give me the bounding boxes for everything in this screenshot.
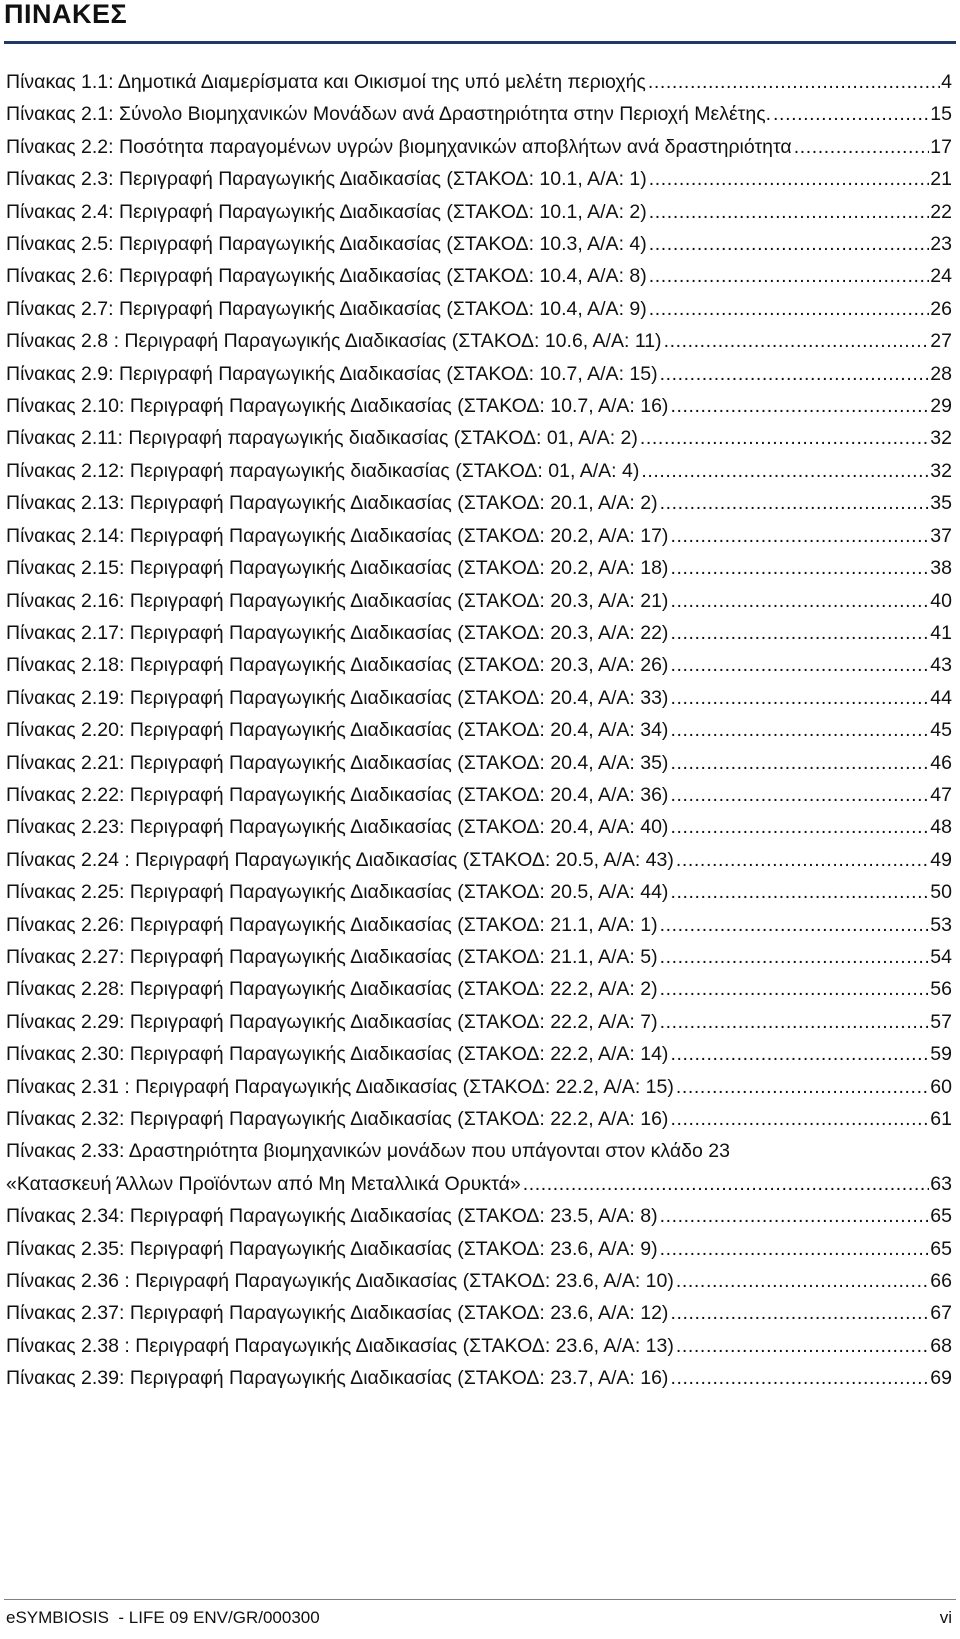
toc-page-number: 27 [930, 330, 952, 353]
toc-page-number: 65 [930, 1205, 952, 1228]
toc-entry-text: Πίνακας 2.3: Περιγραφή Παραγωγικής Διαδικασίας (ΣΤΑΚΟΔ: 10.1, Α/Α: 1) [6, 168, 647, 191]
dot-leader [676, 844, 929, 876]
toc-entry-text: Πίνακας 2.34: Περιγραφή Παραγωγικής Διαδικασίας (ΣΤΑΚΟΔ: 23.5, Α/Α: 8) [6, 1205, 658, 1228]
dot-leader [649, 228, 930, 260]
toc-entry[interactable] [6, 98, 952, 130]
toc-page-number: 44 [930, 686, 952, 709]
dot-leader [670, 1297, 929, 1329]
toc-entry-text: Πίνακας 2.6: Περιγραφή Παραγωγικής Διαδικασίας (ΣΤΑΚΟΔ: 10.4, Α/Α: 8) [6, 265, 647, 288]
toc-page-number: 41 [930, 621, 952, 644]
toc-entry[interactable] [6, 131, 952, 163]
toc-entry-text: Πίνακας 2.25: Περιγραφή Παραγωγικής Διαδικασίας (ΣΤΑΚΟΔ: 20.5, Α/Α: 44) [6, 881, 669, 904]
toc-page-number: 57 [930, 1010, 952, 1033]
toc-entry[interactable] [6, 260, 952, 292]
toc-entry[interactable] [6, 455, 952, 487]
toc-entry-line [6, 844, 952, 876]
toc-entry-text: Πίνακας 2.18: Περιγραφή Παραγωγικής Διαδικασίας (ΣΤΑΚΟΔ: 20.3, Α/Α: 26) [6, 654, 669, 677]
dot-leader [670, 552, 929, 584]
toc-entry-text: Πίνακας 2.16: Περιγραφή Παραγωγικής Διαδικασίας (ΣΤΑΚΟΔ: 20.3, Α/Α: 21) [6, 589, 669, 612]
toc-entry-text: Πίνακας 2.23: Περιγραφή Παραγωγικής Διαδικασίας (ΣΤΑΚΟΔ: 20.4, Α/Α: 40) [6, 816, 669, 839]
toc-entry[interactable] [6, 390, 952, 422]
toc-entry-line [6, 1103, 952, 1135]
toc-page-number: 65 [930, 1237, 952, 1260]
dot-leader [660, 1233, 930, 1265]
dot-leader [641, 455, 929, 487]
dot-leader [670, 747, 929, 779]
toc-page-number: 54 [930, 945, 952, 968]
toc-entry-line [6, 1233, 952, 1265]
toc-entry-text: Πίνακας 2.15: Περιγραφή Παραγωγικής Διαδικασίας (ΣΤΑΚΟΔ: 20.2, Α/Α: 18) [6, 557, 669, 580]
toc-entry-text: Πίνακας 2.10: Περιγραφή Παραγωγικής Διαδικασίας (ΣΤΑΚΟΔ: 10.7, Α/Α: 16) [6, 395, 669, 418]
toc-entry-text: Πίνακας 2.29: Περιγραφή Παραγωγικής Διαδικασίας (ΣΤΑΚΟΔ: 22.2, Α/Α: 7) [6, 1010, 658, 1033]
toc-entry[interactable] [6, 358, 952, 390]
toc-entry-line [6, 1200, 952, 1232]
dot-leader [660, 1006, 930, 1038]
toc-entry[interactable] [6, 1071, 952, 1103]
toc-entry-text: Πίνακας 2.32: Περιγραφή Παραγωγικής Διαδικασίας (ΣΤΑΚΟΔ: 22.2, Α/Α: 16) [6, 1108, 669, 1130]
toc-entry[interactable] [6, 844, 952, 876]
toc-entry[interactable] [6, 1006, 952, 1038]
dot-leader [660, 358, 930, 390]
toc-entry-line [6, 1071, 952, 1103]
toc-entry-text: Πίνακας 2.8 : Περιγραφή Παραγωγικής Διαδικασίας (ΣΤΑΚΟΔ: 10.6, Α/Α: 11) [6, 330, 662, 353]
toc-entry[interactable] [6, 1297, 952, 1329]
footer-page-number: vi [939, 1608, 952, 1627]
toc-page-number: 35 [930, 492, 952, 515]
toc-entry[interactable] [6, 196, 952, 228]
dot-leader [676, 1265, 929, 1297]
dot-leader [676, 1330, 929, 1362]
toc-entry-line [6, 390, 952, 422]
toc-entry-line [6, 455, 952, 487]
toc-entry-text: Πίνακας 2.13: Περιγραφή Παραγωγικής Διαδικασίας (ΣΤΑΚΟΔ: 20.1, Α/Α: 2) [6, 492, 658, 515]
toc-page-number: 32 [930, 459, 952, 482]
footer-divider [4, 1599, 956, 1600]
toc-entry[interactable] [6, 1103, 952, 1135]
toc-page-number: 46 [930, 751, 952, 774]
toc-page-number: 61 [930, 1108, 952, 1130]
toc-page-number: 63 [930, 1172, 952, 1195]
toc-entry[interactable] [6, 1135, 952, 1200]
toc-page-number: 48 [930, 816, 952, 839]
toc-entry-line [6, 196, 952, 228]
toc-page-number: 47 [930, 783, 952, 806]
toc-entry-text: Πίνακας 2.4: Περιγραφή Παραγωγικής Διαδικασίας (ΣΤΑΚΟΔ: 10.1, Α/Α: 2) [6, 200, 647, 223]
toc-entry-line [6, 1168, 952, 1200]
dot-leader [670, 520, 929, 552]
toc-entry-line [6, 1038, 952, 1070]
dot-leader [794, 131, 930, 163]
toc-entry-text: Πίνακας 2.36 : Περιγραφή Παραγωγικής Διαδικασίας (ΣΤΑΚΟΔ: 23.6, Α/Α: 10) [6, 1270, 674, 1293]
toc-entry-text: Πίνακας 2.38 : Περιγραφή Παραγωγικής Διαδικασίας (ΣΤΑΚΟΔ: 23.6, Α/Α: 13) [6, 1334, 674, 1357]
toc-entry-text: Πίνακας 2.2: Ποσότητα παραγομένων υγρών βιομηχανικών αποβλήτων ανά δραστηριότητα [6, 135, 792, 158]
toc-page-number: 38 [930, 557, 952, 580]
toc-entry-text: Πίνακας 2.9: Περιγραφή Παραγωγικής Διαδικασίας (ΣΤΑΚΟΔ: 10.7, Α/Α: 15) [6, 362, 658, 385]
toc-entry-text: Πίνακας 2.14: Περιγραφή Παραγωγικής Διαδικασίας (ΣΤΑΚΟΔ: 20.2, Α/Α: 17) [6, 524, 669, 547]
toc-entry-line [6, 163, 952, 195]
table-of-tables [6, 66, 952, 1395]
dot-leader [670, 649, 929, 681]
toc-entry-text: Πίνακας 2.1: Σύνολο Βιομηχανικών Μονάδων ανά Δραστηριότητα στην Περιοχή Μελέτης. [6, 103, 772, 126]
dot-leader [670, 1103, 929, 1135]
toc-entry-text: Πίνακας 2.24 : Περιγραφή Παραγωγικής Διαδικασίας (ΣΤΑΚΟΔ: 20.5, Α/Α: 43) [6, 848, 674, 871]
dot-leader [670, 714, 929, 746]
toc-entry-line [6, 811, 952, 843]
toc-entry[interactable] [6, 1038, 952, 1070]
toc-entry[interactable] [6, 876, 952, 908]
toc-entry-text: Πίνακας 2.21: Περιγραφή Παραγωγικής Διαδικασίας (ΣΤΑΚΟΔ: 20.4, Α/Α: 35) [6, 751, 669, 774]
toc-entry[interactable] [6, 649, 952, 681]
toc-entry-line [6, 941, 952, 973]
toc-entry[interactable] [6, 585, 952, 617]
toc-page-number: 22 [930, 200, 952, 223]
toc-entry-line [6, 520, 952, 552]
dot-leader [773, 98, 929, 130]
toc-entry-line [6, 747, 952, 779]
toc-page-number: 37 [930, 524, 952, 547]
dot-leader [660, 973, 930, 1005]
toc-entry[interactable] [6, 909, 952, 941]
toc-entry-line [6, 973, 952, 1005]
dot-leader [670, 682, 929, 714]
toc-entry-text: Πίνακας 2.33: Δραστηριότητα βιομηχανικών μονάδων που υπάγονται στον κλάδο 23 [6, 1140, 730, 1163]
toc-entry-text: Πίνακας 1.1: Δημοτικά Διαμερίσματα και Οικισμοί της υπό μελέτη περιοχής [6, 71, 646, 93]
toc-entry[interactable] [6, 487, 952, 519]
toc-entry[interactable] [6, 617, 952, 649]
toc-entry-text: Πίνακας 2.5: Περιγραφή Παραγωγικής Διαδικασίας (ΣΤΑΚΟΔ: 10.3, Α/Α: 4) [6, 233, 647, 256]
toc-entry-line [6, 131, 952, 163]
toc-entry-line [6, 228, 952, 260]
toc-page-number: 40 [930, 589, 952, 612]
toc-page-number: 24 [930, 265, 952, 288]
dot-leader [670, 585, 929, 617]
toc-entry-text: Πίνακας 2.27: Περιγραφή Παραγωγικής Διαδικασίας (ΣΤΑΚΟΔ: 21.1, Α/Α: 5) [6, 945, 658, 968]
toc-entry-text: Πίνακας 2.19: Περιγραφή Παραγωγικής Διαδικασίας (ΣΤΑΚΟΔ: 20.4, Α/Α: 33) [6, 686, 669, 709]
toc-entry-line [6, 1006, 952, 1038]
dot-leader [660, 909, 930, 941]
toc-entry-line [6, 358, 952, 390]
toc-page-number: 66 [930, 1270, 952, 1293]
toc-entry-line [6, 325, 952, 357]
toc-page-number: 67 [930, 1302, 952, 1325]
toc-entry-text: Πίνακας 2.39: Περιγραφή Παραγωγικής Διαδικασίας (ΣΤΑΚΟΔ: 23.7, Α/Α: 16) [6, 1367, 669, 1390]
dot-leader [664, 325, 930, 357]
toc-entry[interactable] [6, 228, 952, 260]
toc-page-number: 26 [930, 297, 952, 320]
toc-entry-line [6, 487, 952, 519]
dot-leader [670, 1362, 929, 1394]
toc-entry[interactable] [6, 1362, 952, 1394]
toc-page-number: 50 [930, 881, 952, 904]
toc-entry-line [6, 260, 952, 292]
toc-entry[interactable] [6, 714, 952, 746]
toc-entry-text-continued: «Κατασκευή Άλλων Προϊόντων από Μη Μεταλλικά Ορυκτά» [6, 1172, 521, 1195]
dot-leader [649, 260, 930, 292]
toc-entry-line [6, 779, 952, 811]
toc-entry-line [6, 1330, 952, 1362]
toc-entry-line [6, 649, 952, 681]
dot-leader [660, 941, 930, 973]
toc-entry-line [6, 585, 952, 617]
page-title: ΠΙΝΑΚΕΣ [4, 0, 128, 29]
toc-entry[interactable] [6, 552, 952, 584]
toc-entry[interactable] [6, 811, 952, 843]
toc-page-number: 68 [930, 1334, 952, 1357]
toc-page-number: 56 [930, 978, 952, 1001]
toc-entry[interactable] [6, 163, 952, 195]
toc-page-number: 21 [930, 168, 952, 191]
toc-entry-text: Πίνακας 2.26: Περιγραφή Παραγωγικής Διαδικασίας (ΣΤΑΚΟΔ: 21.1, Α/Α: 1) [6, 913, 658, 936]
toc-entry-line [6, 1297, 952, 1329]
toc-entry-text: Πίνακας 2.30: Περιγραφή Παραγωγικής Διαδικασίας (ΣΤΑΚΟΔ: 22.2, Α/Α: 14) [6, 1043, 669, 1066]
toc-entry-text: Πίνακας 2.12: Περιγραφή παραγωγικής διαδικασίας (ΣΤΑΚΟΔ: 01, Α/Α: 4) [6, 459, 640, 482]
toc-entry[interactable] [6, 520, 952, 552]
footer-project-id: eSYMBIOSIS - LIFE 09 ENV/GR/000300 [6, 1608, 320, 1627]
toc-entry[interactable] [6, 941, 952, 973]
toc-page-number: 29 [930, 395, 952, 418]
toc-entry[interactable] [6, 1200, 952, 1232]
toc-entry[interactable] [6, 1330, 952, 1362]
toc-entry-text: Πίνακας 2.7: Περιγραφή Παραγωγικής Διαδικασίας (ΣΤΑΚΟΔ: 10.4, Α/Α: 9) [6, 297, 647, 320]
dot-leader [660, 487, 930, 519]
dot-leader [670, 1038, 929, 1070]
toc-entry-text: Πίνακας 2.37: Περιγραφή Παραγωγικής Διαδικασίας (ΣΤΑΚΟΔ: 23.6, Α/Α: 12) [6, 1302, 669, 1325]
toc-page-number: 49 [930, 848, 952, 871]
toc-page-number: 43 [930, 654, 952, 677]
toc-entry-text: Πίνακας 2.20: Περιγραφή Παραγωγικής Διαδικασίας (ΣΤΑΚΟΔ: 20.4, Α/Α: 34) [6, 719, 669, 742]
dot-leader [670, 876, 929, 908]
toc-entry[interactable] [6, 1233, 952, 1265]
toc-entry[interactable] [6, 66, 952, 98]
toc-entry-line [6, 293, 952, 325]
toc-entry[interactable] [6, 422, 952, 454]
dot-leader [676, 1071, 929, 1103]
dot-leader [660, 1200, 930, 1232]
toc-entry-line [6, 422, 952, 454]
toc-entry[interactable] [6, 1265, 952, 1297]
toc-page-number: 17 [930, 135, 952, 158]
toc-entry-line [6, 876, 952, 908]
toc-page-number: 15 [930, 103, 952, 126]
toc-entry-text: Πίνακας 2.31 : Περιγραφή Παραγωγικής Διαδικασίας (ΣΤΑΚΟΔ: 22.2, Α/Α: 15) [6, 1075, 674, 1098]
toc-entry-line [6, 682, 952, 714]
toc-page-number: 4 [941, 71, 952, 93]
toc-page-number: 45 [930, 719, 952, 742]
dot-leader [648, 66, 940, 98]
toc-entry-line [6, 66, 952, 98]
toc-page-number: 28 [930, 362, 952, 385]
dot-leader [649, 163, 930, 195]
toc-entry-line [6, 552, 952, 584]
toc-entry-line [6, 98, 952, 130]
dot-leader [523, 1168, 930, 1200]
toc-entry-line [6, 617, 952, 649]
toc-page-number: 32 [930, 427, 952, 450]
dot-leader [670, 811, 929, 843]
dot-leader [649, 196, 930, 228]
toc-entry[interactable] [6, 293, 952, 325]
toc-entry-line [6, 1362, 952, 1394]
toc-page-number: 53 [930, 913, 952, 936]
toc-page-number: 69 [930, 1367, 952, 1390]
title-divider [4, 41, 956, 44]
toc-entry[interactable] [6, 779, 952, 811]
toc-entry-line [6, 1265, 952, 1297]
toc-page-number: 23 [930, 233, 952, 256]
toc-entry-text: Πίνακας 2.17: Περιγραφή Παραγωγικής Διαδικασίας (ΣΤΑΚΟΔ: 20.3, Α/Α: 22) [6, 621, 669, 644]
toc-entry-text: Πίνακας 2.11: Περιγραφή παραγωγικής διαδικασίας (ΣΤΑΚΟΔ: 01, Α/Α: 2) [6, 427, 638, 450]
toc-entry-line [6, 909, 952, 941]
dot-leader [649, 293, 930, 325]
toc-page-number: 60 [930, 1075, 952, 1098]
toc-entry[interactable] [6, 747, 952, 779]
dot-leader [670, 390, 929, 422]
toc-entry-text: Πίνακας 2.22: Περιγραφή Παραγωγικής Διαδικασίας (ΣΤΑΚΟΔ: 20.4, Α/Α: 36) [6, 783, 669, 806]
toc-entry-text: Πίνακας 2.28: Περιγραφή Παραγωγικής Διαδικασίας (ΣΤΑΚΟΔ: 22.2, Α/Α: 2) [6, 978, 658, 1001]
dot-leader [640, 422, 929, 454]
dot-leader [670, 779, 929, 811]
toc-page-number: 59 [930, 1043, 952, 1066]
toc-entry[interactable] [6, 325, 952, 357]
toc-entry-text: Πίνακας 2.35: Περιγραφή Παραγωγικής Διαδικασίας (ΣΤΑΚΟΔ: 23.6, Α/Α: 9) [6, 1237, 658, 1260]
toc-entry[interactable] [6, 682, 952, 714]
dot-leader [670, 617, 929, 649]
toc-entry[interactable] [6, 973, 952, 1005]
toc-entry-line [6, 714, 952, 746]
